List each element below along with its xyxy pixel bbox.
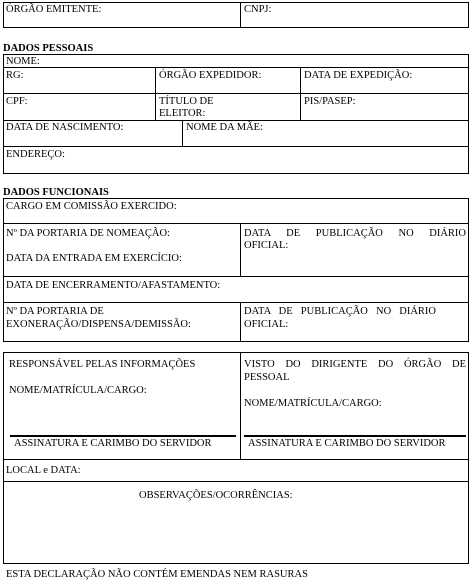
nome-label: NOME: (6, 56, 40, 67)
titulo-eleitor-label-line2: ELEITOR: (159, 108, 206, 119)
data-publicacao-1-line2: OFICIAL: (244, 240, 289, 251)
titulo-eleitor-label-line1: TÍTULO DE (159, 96, 214, 107)
assinatura-servidor-2: ASSINATURA E CARIMBO DO SERVIDOR (248, 438, 446, 449)
portaria-exoneracao-line1: Nº DA PORTARIA DE (6, 306, 104, 317)
data-expedicao-label: DATA DE EXPEDIÇÃO: (304, 70, 413, 81)
data-entrada-label: DATA DA ENTRADA EM EXERCÍCIO: (6, 253, 182, 264)
signature-line-1 (10, 435, 236, 437)
cnpj-label: CNPJ: (244, 4, 272, 15)
data-encerramento-label: DATA DE ENCERRAMENTO/AFASTAMENTO: (6, 280, 221, 291)
nome-mae-label: NOME DA MÃE: (186, 122, 264, 133)
observacoes-label: OBSERVAÇÕES/OCORRÊNCIAS: (139, 490, 293, 501)
pis-pasep-label: PIS/PASEP: (304, 96, 356, 107)
visto-dirigente-line2: PESSOAL (244, 372, 290, 383)
local-data-label: LOCAL e DATA: (6, 465, 81, 476)
cpf-label: CPF: (6, 96, 28, 107)
rg-label: RG: (6, 70, 24, 81)
endereco-label: ENDEREÇO: (6, 149, 65, 160)
visto-dirigente-line1: VISTO DO DIRIGENTE DO ÓRGÃO DE (244, 359, 466, 370)
responsavel-label: RESPONSÁVEL PELAS INFORMAÇÕES (9, 359, 196, 370)
data-publicacao-1-line1: DATA DE PUBLICAÇÃO NO DIÁRIO (244, 228, 466, 239)
portaria-nomeacao-label: Nº DA PORTARIA DE NOMEAÇÃO: (6, 228, 170, 239)
orgao-emitente-label: ÓRGÃO EMITENTE: (6, 4, 102, 15)
signature-line-2 (244, 435, 466, 437)
declaracao-text: ESTA DECLARAÇÃO NÃO CONTÉM EMENDAS NEM RASURAS (6, 569, 308, 580)
data-nascimento-label: DATA DE NASCIMENTO: (6, 122, 124, 133)
nome-matricula-cargo-2: NOME/MATRÍCULA/CARGO: (244, 398, 382, 409)
nome-matricula-cargo-1: NOME/MATRÍCULA/CARGO: (9, 385, 147, 396)
assinatura-servidor-1: ASSINATURA E CARIMBO DO SERVIDOR (14, 438, 212, 449)
portaria-exoneracao-line2: EXONERAÇÃO/DISPENSA/DEMISSÃO: (6, 319, 191, 330)
data-publicacao-2-line2: OFICIAL: (244, 319, 289, 330)
cargo-comissao-label: CARGO EM COMISSÃO EXERCIDO: (6, 201, 177, 212)
data-publicacao-2-line1: DATA DE PUBLICAÇÃO NO DIÁRIO (244, 306, 436, 317)
dados-funcionais-title: DADOS FUNCIONAIS (3, 187, 109, 198)
dados-pessoais-title: DADOS PESSOAIS (3, 43, 94, 54)
orgao-expedidor-label: ÓRGÃO EXPEDIDOR: (159, 70, 262, 81)
